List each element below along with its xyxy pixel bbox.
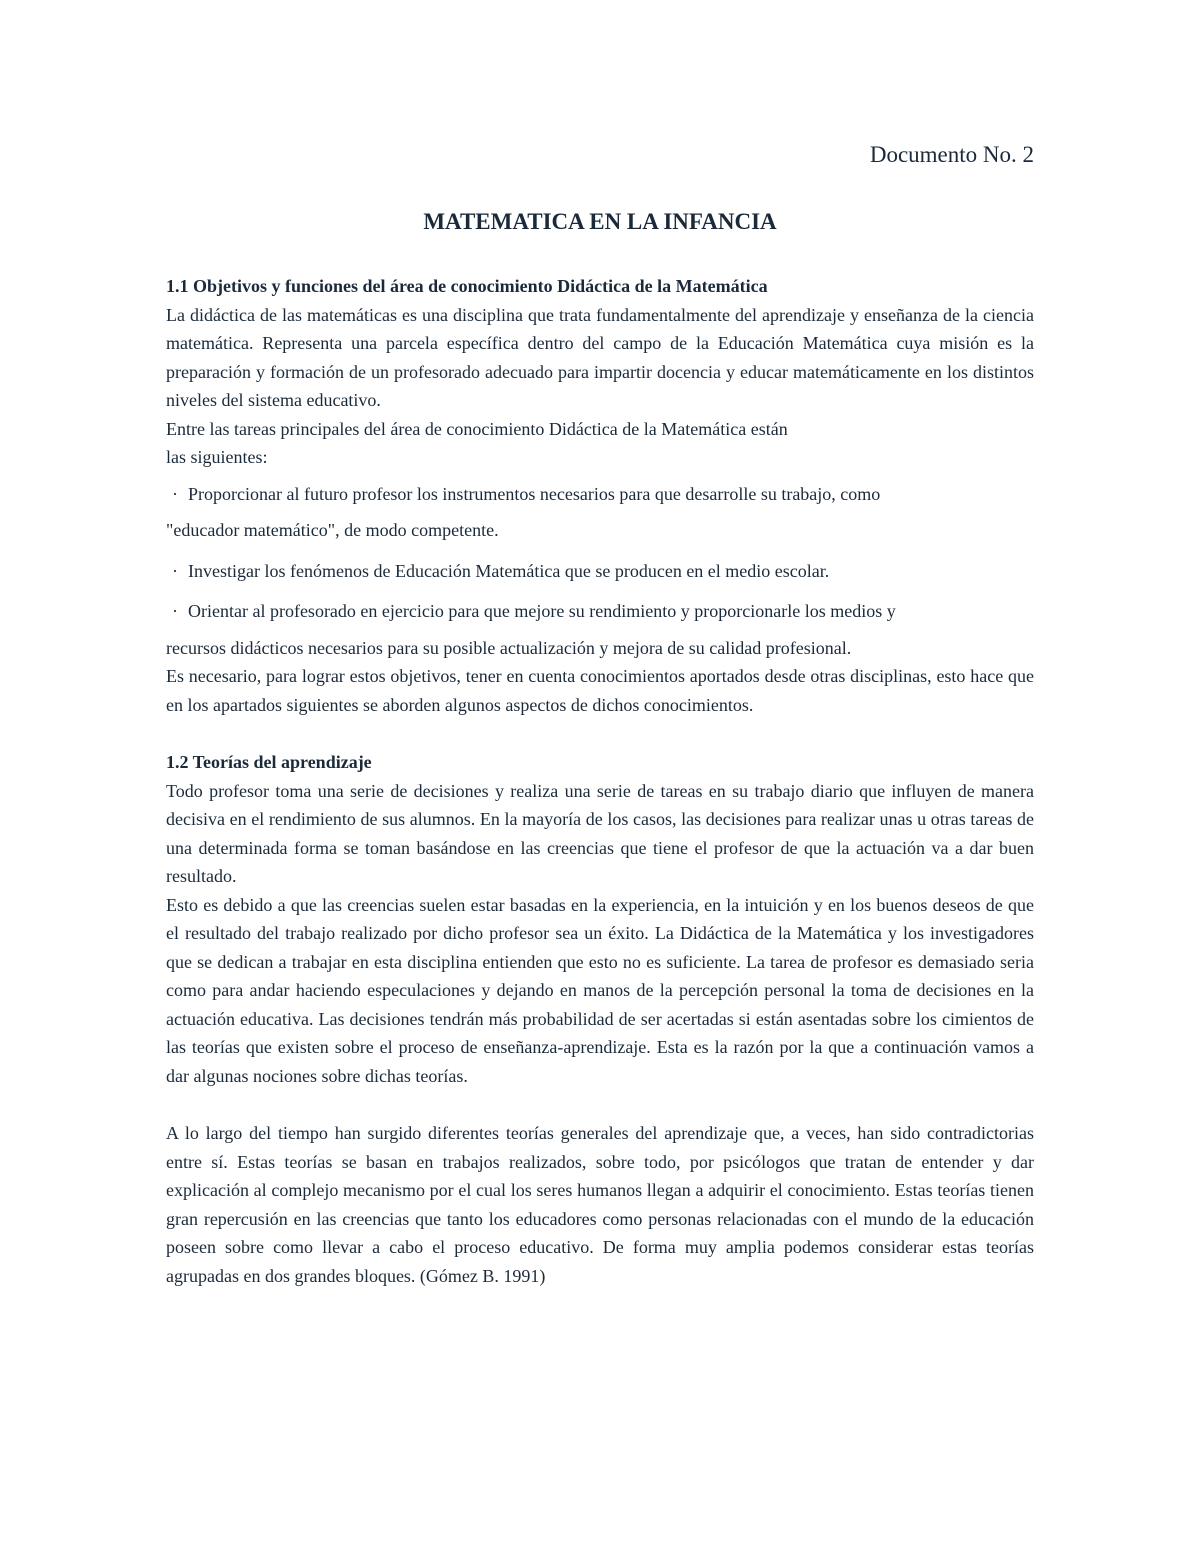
list-item-continuation: "educador matemático", de modo competente. — [166, 520, 499, 540]
list-item — [166, 480, 1034, 509]
paragraph-tareas-intro-line: las siguientes: — [166, 447, 268, 467]
paragraph-teorias-generales: A lo largo del tiempo han surgido diferentes teorías generales del aprendizaje que, a veces, han sido contradictorias entre sí. Estas teorías se basan en trabajos realizados, sobre todo, por psicólogos que tratan de entender y dar explicación al complejo mecanismo por el cual los seres humanos llegan a adquirir el conocimiento. Estas teorías tienen gran repercusión en las creencias que tanto los educadores como personas relacionadas con el mundo de la educación poseen sobre como llevar a cabo el proceso educativo. De forma muy amplia podemos considerar estas teorías agrupadas en dos grandes bloques. (Gómez B. 1991) — [166, 1123, 1034, 1286]
paragraph-creencias: Esto es debido a que las creencias suelen estar basadas en la experiencia, en la intuición y en los buenos deseos de que el resultado del trabajo realizado por dicho profesor sea un éxito. La Didáctica de la Matemática y los investigadores que se dedican a trabajar en esta disciplina entienden que esto no es suficiente. La tarea de profesor es demasiado seria como para andar haciendo especulaciones y dejando en manos de la percepción personal la toma de decisiones en la actuación educativa. Las decisiones tendrán más probabilidad de ser acertadas si están asentadas sobre los cimientos de las teorías que existen sobre el proceso de enseñanza-aprendizaje. Esta es la razón por la que a continuación vamos a dar algunas nociones sobre dichas teorías. — [166, 894, 1034, 1086]
paragraph-decisiones-profesor: Todo profesor toma una serie de decisiones y realiza una serie de tareas en su trabajo diario que influyen de manera decisiva en el rendimiento de sus alumnos. En la mayoría de los casos, las decisiones para realizar unas u otras tareas de una determinada forma se toman basándose en las creencias que tiene el profesor de que la actuación va a dar buen resultado. — [166, 780, 1034, 886]
list-item-text: Proporcionar al futuro profesor los instrumentos necesarios para que desarrolle su trabajo, como — [188, 483, 881, 504]
paragraph-didactica-definicion: La didáctica de las matemáticas es una disciplina que trata fundamentalmente del aprendizaje y enseñanza de la ciencia matemática. Representa una parcela específica dentro del campo de la Educación Matemática cuya misión es la preparación y formación de un profesorado adecuado para impartir docencia y educar matemáticamente en los distintos niveles del sistema educativo. — [166, 304, 1034, 410]
document-title: MATEMATICA EN LA INFANCIA — [423, 209, 777, 234]
bullet-marker: · — [172, 483, 178, 504]
section-heading-objetivos: 1.1 Objetivos y funciones del área de conocimiento Didáctica de la Matemática — [166, 276, 768, 296]
list-item-text: Investigar los fenómenos de Educación Matemática que se producen en el medio escolar. — [188, 560, 830, 581]
document-number: Documento No. 2 — [869, 142, 1034, 167]
section-heading-teorias: 1.2 Teorías del aprendizaje — [166, 752, 372, 772]
paragraph-tareas-intro-line: Entre las tareas principales del área de conocimiento Didáctica de la Matemática están — [166, 418, 788, 439]
list-item-continuation: recursos didácticos necesarios para su posible actualización y mejora de su calidad profesional. — [166, 637, 852, 658]
list-item — [166, 557, 1034, 586]
bullet-marker: · — [172, 560, 178, 581]
list-item — [166, 597, 1034, 626]
paragraph-objetivos-conclusion: Es necesario, para lograr estos objetivos, tener en cuenta conocimientos aportados desde otras disciplinas, esto hace que en los apartados siguientes se aborden algunos aspectos de dichos conocimientos. — [166, 666, 1034, 715]
list-item-text: Orientar al profesorado en ejercicio para que mejore su rendimiento y proporcionarle los medios y — [188, 601, 896, 621]
bullet-marker: · — [172, 601, 178, 621]
document-body — [166, 272, 1034, 1290]
